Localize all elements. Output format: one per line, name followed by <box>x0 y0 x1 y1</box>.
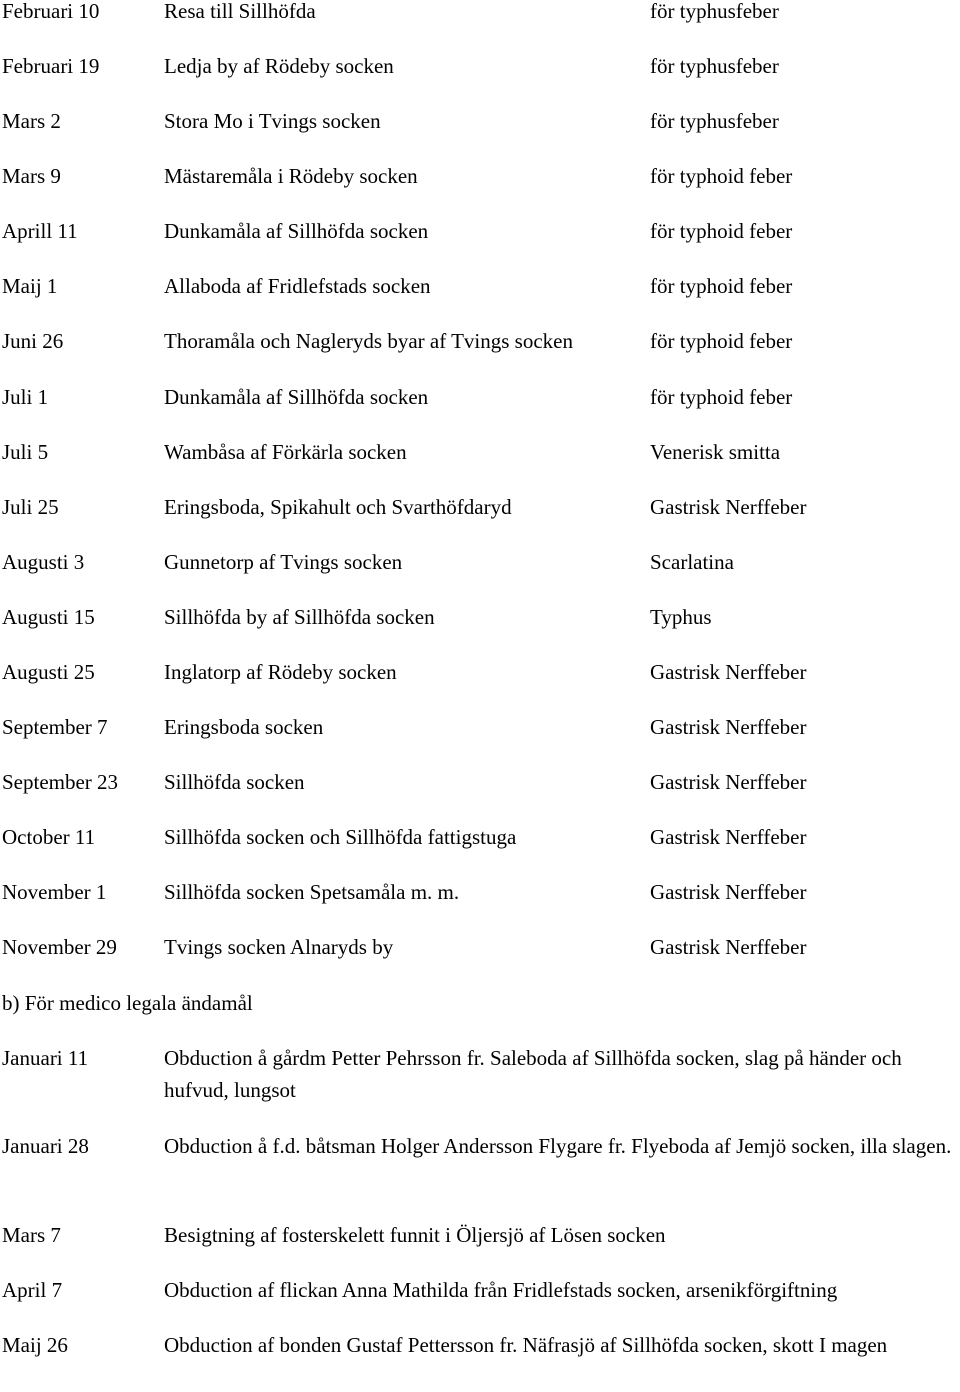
section-heading: b) För medico legala ändamål <box>2 991 253 1015</box>
case-date: Augusti 15 <box>2 605 95 629</box>
case-diagnosis: Gastrisk Nerffeber <box>650 825 807 849</box>
case-row <box>0 767 960 797</box>
case-place: Gunnetorp af Tvings socken <box>164 550 403 574</box>
case-diagnosis: för typhusfeber <box>650 0 779 23</box>
entry-date: April 7 <box>2 1278 63 1302</box>
case-row <box>0 602 960 632</box>
case-place: Mästaremåla i Rödeby socken <box>164 164 418 188</box>
case-row <box>0 51 960 81</box>
case-row <box>0 547 960 577</box>
case-diagnosis: Gastrisk Nerffeber <box>650 770 807 794</box>
case-place: Allaboda af Fridlefstads socken <box>164 274 431 298</box>
case-diagnosis: för typhoid feber <box>650 385 793 409</box>
entry-text: Obduction å gårdm Petter Pehrsson fr. Saleboda af Sillhöfda socken, slag på händer och hufvud, lungsot <box>164 1046 902 1102</box>
case-row <box>0 492 960 522</box>
case-row <box>0 657 960 687</box>
case-diagnosis: för typhoid feber <box>650 219 793 243</box>
entry-text: Besigtning af fosterskelett funnit i Öljersjö af Lösen socken <box>164 1223 666 1247</box>
case-date: Mars 9 <box>2 164 61 188</box>
case-place: Sillhöfda socken <box>164 770 305 794</box>
case-date: October 11 <box>2 825 96 849</box>
case-place: Resa till Sillhöfda <box>164 0 316 23</box>
case-date: Juli 25 <box>2 495 59 519</box>
case-place: Eringsboda, Spikahult och Svarthöfdaryd <box>164 495 512 519</box>
case-row <box>0 382 960 412</box>
entry-date: Maij 26 <box>2 1333 68 1357</box>
case-diagnosis: för typhusfeber <box>650 109 779 133</box>
case-row <box>0 0 960 26</box>
case-diagnosis: Gastrisk Nerffeber <box>650 880 807 904</box>
case-diagnosis: Gastrisk Nerffeber <box>650 495 807 519</box>
case-date: November 29 <box>2 935 117 959</box>
entry-date: Januari 28 <box>2 1134 89 1158</box>
case-date: November 1 <box>2 880 107 904</box>
case-place: Dunkamåla af Sillhöfda socken <box>164 219 429 243</box>
case-diagnosis: Gastrisk Nerffeber <box>650 715 807 739</box>
case-place: Sillhöfda socken Spetsamåla m. m. <box>164 880 460 904</box>
entry-text: Obduction af bonden Gustaf Pettersson fr. Näfrasjö af Sillhöfda socken, skott I magen <box>164 1333 888 1357</box>
case-row <box>0 271 960 301</box>
case-place: Ledja by af Rödeby socken <box>164 54 394 78</box>
case-place: Wambåsa af Förkärla socken <box>164 440 407 464</box>
case-diagnosis: Gastrisk Nerffeber <box>650 935 807 959</box>
case-date: Mars 2 <box>2 109 61 133</box>
case-place: Thoramåla och Nagleryds byar af Tvings socken <box>164 329 573 353</box>
case-row <box>0 326 960 356</box>
case-row <box>0 877 960 907</box>
case-place: Sillhöfda socken och Sillhöfda fattigstuga <box>164 825 517 849</box>
case-date: Augusti 25 <box>2 660 95 684</box>
case-place: Dunkamåla af Sillhöfda socken <box>164 385 429 409</box>
case-row <box>0 161 960 191</box>
entry-date: Januari 11 <box>2 1046 89 1070</box>
entry-text: Obduction å f.d. båtsman Holger Andersson Flygare fr. Flyeboda af Jemjö socken, illa slagen. <box>164 1134 952 1158</box>
case-date: Februari 19 <box>2 54 100 78</box>
case-row <box>0 822 960 852</box>
case-row <box>0 106 960 136</box>
case-diagnosis: Typhus <box>650 605 712 629</box>
case-diagnosis: Gastrisk Nerffeber <box>650 660 807 684</box>
case-date: Juli 1 <box>2 385 49 409</box>
case-diagnosis: för typhoid feber <box>650 329 793 353</box>
entry-date: Mars 7 <box>2 1223 61 1247</box>
case-diagnosis: för typhoid feber <box>650 164 793 188</box>
case-date: Augusti 3 <box>2 550 85 574</box>
case-place: Sillhöfda by af Sillhöfda socken <box>164 605 435 629</box>
case-diagnosis: Scarlatina <box>650 550 734 574</box>
case-row <box>0 932 960 962</box>
case-place: Eringsboda socken <box>164 715 324 739</box>
case-place: Tvings socken Alnaryds by <box>164 935 394 959</box>
case-date: Maij 1 <box>2 274 58 298</box>
case-row <box>0 216 960 246</box>
case-diagnosis: för typhusfeber <box>650 54 779 78</box>
case-row <box>0 712 960 742</box>
case-diagnosis: Venerisk smitta <box>650 440 781 464</box>
case-place: Stora Mo i Tvings socken <box>164 109 381 133</box>
case-date: Februari 10 <box>2 0 100 23</box>
case-date: Aprill 11 <box>2 219 78 243</box>
case-date: Juli 5 <box>2 440 49 464</box>
case-date: September 7 <box>2 715 108 739</box>
case-place: Inglatorp af Rödeby socken <box>164 660 397 684</box>
case-diagnosis: för typhoid feber <box>650 274 793 298</box>
case-date: Juni 26 <box>2 329 64 353</box>
case-row <box>0 437 960 467</box>
case-date: September 23 <box>2 770 119 794</box>
entry-text: Obduction af flickan Anna Mathilda från Fridlefstads socken, arsenikförgiftning <box>164 1278 838 1302</box>
